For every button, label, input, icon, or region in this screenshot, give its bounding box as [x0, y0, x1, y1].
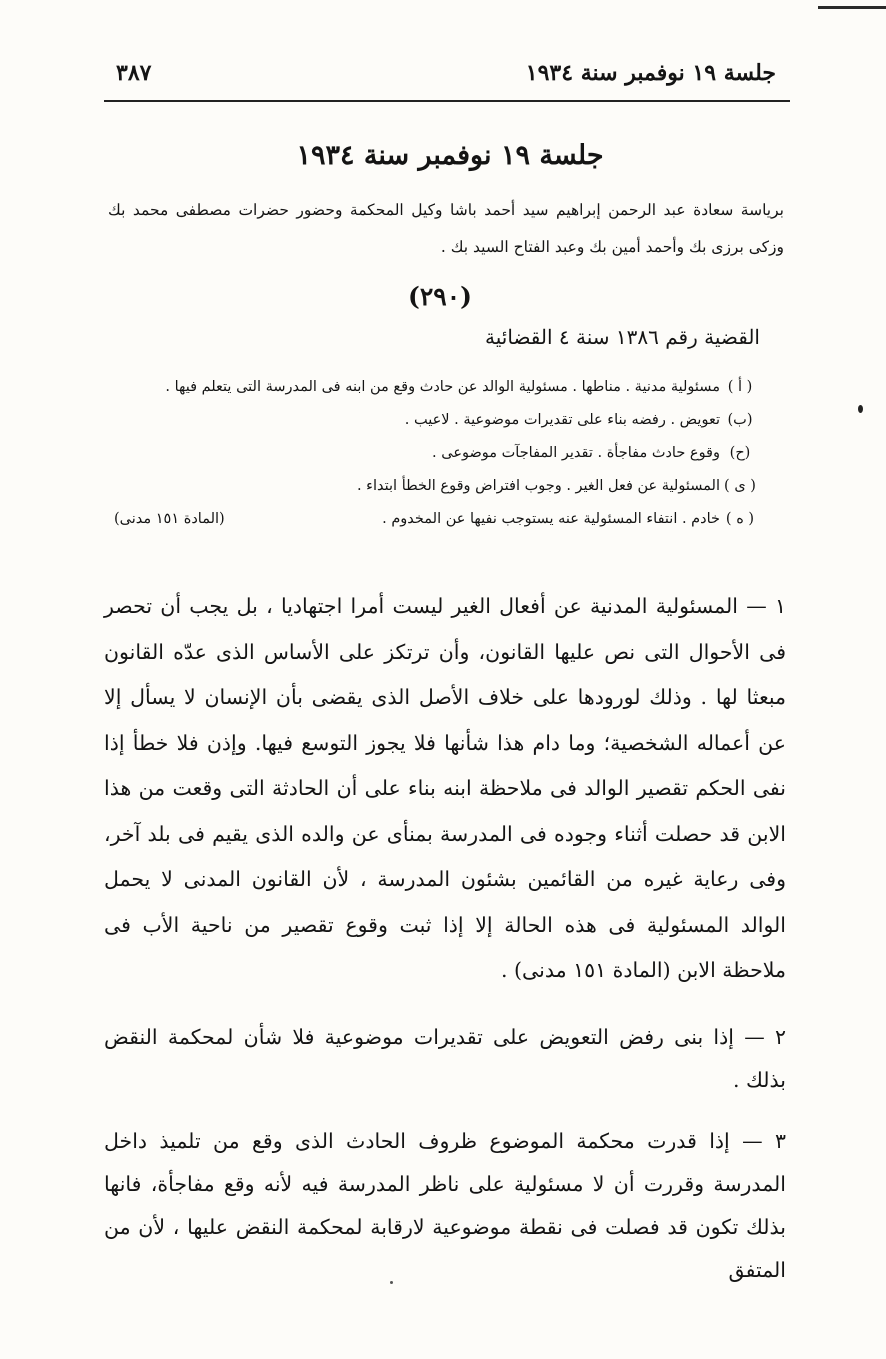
- principle-paragraph-2: ٢ — إذا بنى رفض التعويض على تقديرات موضوعية فلا شأن لمحكمة النقض بذلك .: [104, 1025, 786, 1092]
- session-title: جلسة ١٩ نوفمبر سنة ١٩٣٤: [296, 140, 604, 171]
- scan-speck: [390, 1281, 393, 1284]
- margin-ink-mark: [858, 405, 863, 413]
- case-identifier: القضية رقم ١٣٨٦ سنة ٤ القضائية: [485, 325, 760, 349]
- headnote-letter: (ح): [729, 444, 751, 461]
- headnote-letter: ( ى ): [724, 477, 756, 494]
- headnote-item: [108, 502, 760, 535]
- headnote-item: [108, 370, 760, 403]
- headnote-text: تعويض . رفضه بناء على تقديرات موضوعية . لاعيب .: [404, 411, 720, 428]
- running-header: [106, 52, 786, 96]
- principle-paragraph-1: ١ — المسئولية المدنية عن أفعال الغير ليست أمرا اجتهاديا ، بل يجب أن تحصر فى الأحوال التى نص عليها القانون، وأن ترتكز على الأساس الذى عدّه القانون مبعثا لها . وذلك لورودها على خلاف الأصل الذى يقضى بأن الإنسان لا يسأل إلا عن أعماله الشخصية؛ وما دام هذا شأنها فلا يجوز التوسع فيها. وإذن فلا خطأ إذا نفى الحكم تقصير الوالد فى ملاحظة ابنه بناء على أن الحادثة التى وقعت من هذا الابن قد حصلت أثناء وجوده فى المدرسة بمنأى عن والده الذى يقيم فى بلد آخر، وفى رعاية غيره من القائمين بشئون المدرسة ، لأن القانون المدنى لا يحمل الوالد المسئولية فى هذه الحالة إلا إذا ثبت وقوع تقصير من ناحية الأب فى ملاحظة الابن (المادة ١٥١ مدنى) .: [104, 594, 786, 982]
- headnote-letter: ( ه ): [725, 510, 755, 527]
- headnote-text: خادم . انتفاء المسئولية عنه يستوجب نفيها عن المخدوم .: [382, 510, 720, 527]
- running-title: جلسة ١٩ نوفمبر سنة ١٩٣٤: [525, 60, 776, 86]
- headnote-text: وقوع حادث مفاجأة . تقدير المفاجآت موضوعى .: [432, 444, 720, 461]
- scan-edge-mark: [818, 6, 886, 9]
- legal-article-reference: (المادة ١٥١ مدنى): [114, 510, 225, 527]
- principle-paragraph-3: ٣ — إذا قدرت محكمة الموضوع ظروف الحادث الذى وقع من تلميذ داخل المدرسة وقررت أن لا مسئولية على ناظر المدرسة فيه لأنه وقع مفاجأة، فانها بذلك تكون قد فصلت فى نقطة موضوعية لارقابة لمحكمة النقض عليها ، لأن من المتفق: [104, 1129, 786, 1282]
- headnote-text: مسئولية مدنية . مناطها . مسئولية الوالد عن حادث وقع من ابنه فى المدرسة التى يتعلم فيها .: [165, 378, 720, 395]
- headnote-item: [108, 403, 760, 436]
- headnotes-list: [108, 370, 760, 535]
- headnote-item: [108, 469, 760, 502]
- case-number: (٢٩٠): [408, 282, 472, 311]
- headnote-text: المسئولية عن فعل الغير . وجوب افتراض وقوع الخطأ ابتداء .: [356, 477, 720, 494]
- presidency-line: برياسة سعادة عبد الرحمن إبراهيم سيد أحمد باشا وكيل المحكمة وحضور حضرات مصطفى محمد بك وزكى برزى بك وأحمد أمين بك وعبد الفتاح السيد بك .: [108, 201, 784, 256]
- headnote-item: [108, 436, 760, 469]
- page-number: ٣٨٧: [116, 60, 152, 86]
- headnote-letter: ( أ ): [727, 378, 753, 395]
- header-rule: [104, 100, 790, 102]
- headnote-letter: (ب): [727, 411, 753, 428]
